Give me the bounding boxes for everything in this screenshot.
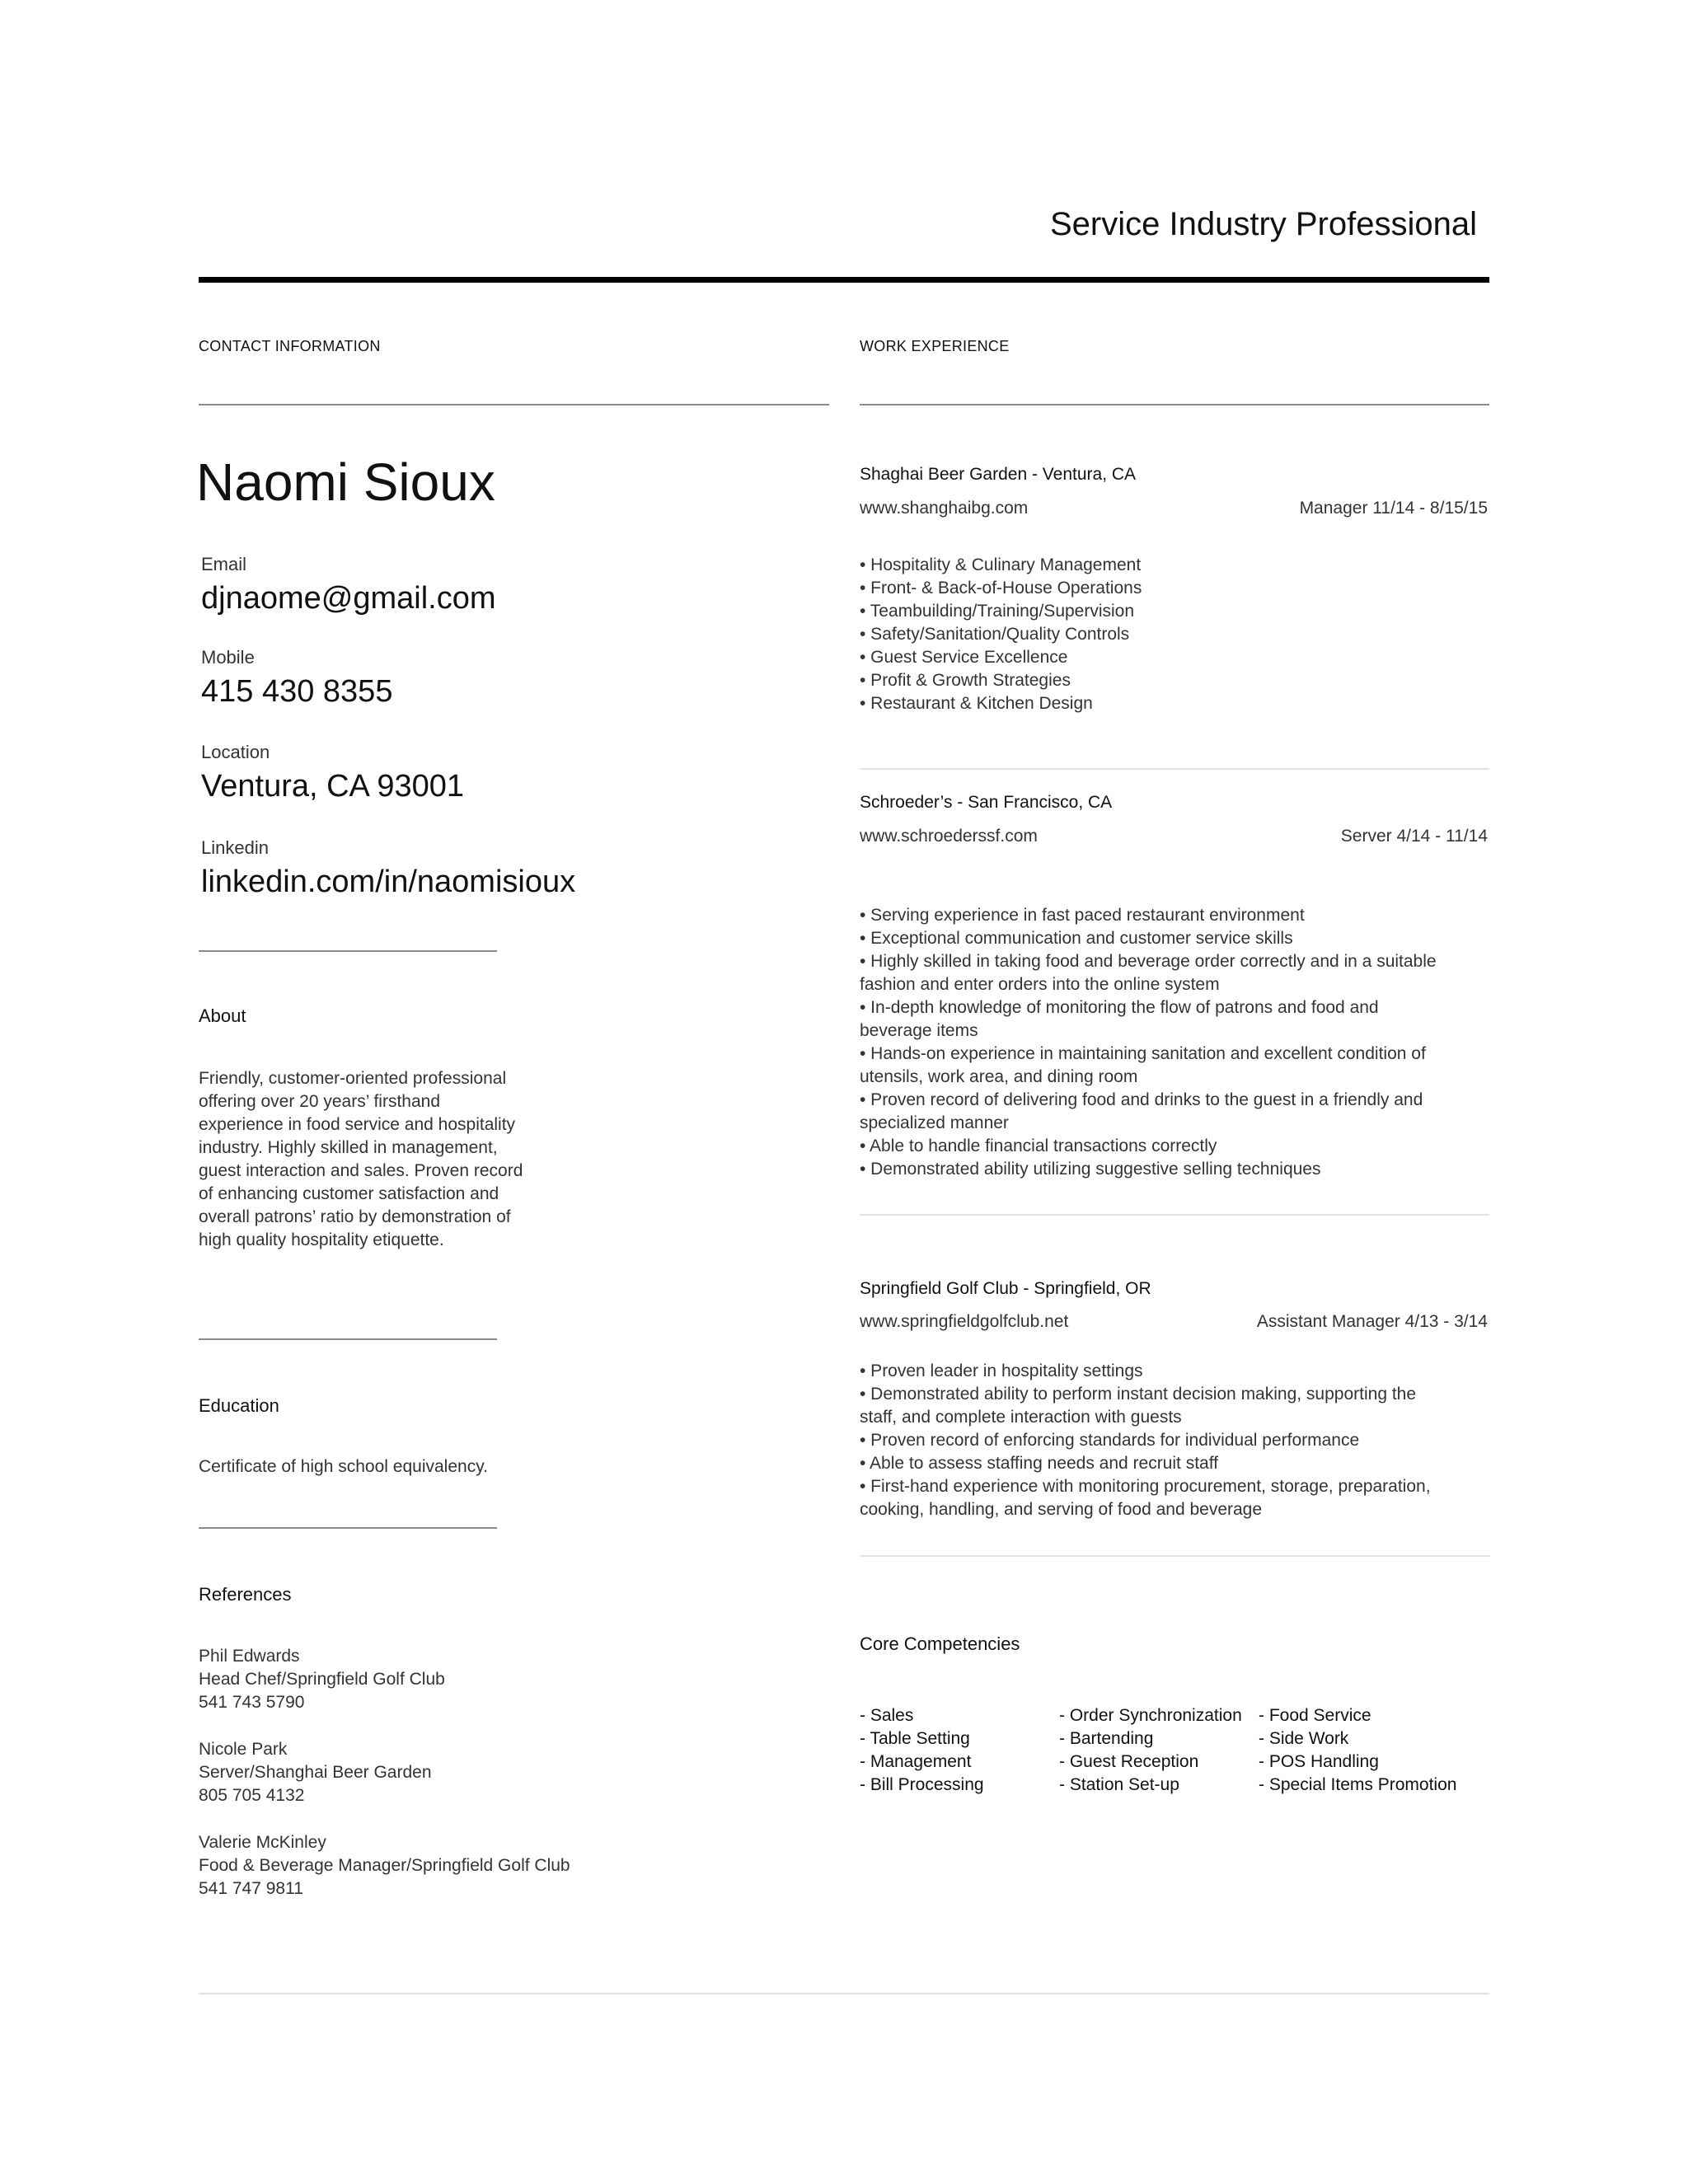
about-line: high quality hospitality etiquette. — [199, 1230, 444, 1249]
list-item: cooking, handling, and serving of food and beverage — [860, 1500, 1263, 1519]
job-role-dates: Server 4/14 - 11/14 — [1340, 827, 1488, 846]
competency-item: - Bartending — [1059, 1729, 1154, 1748]
references-heading: References — [199, 1584, 292, 1605]
email-value[interactable]: djnaome@gmail.com — [201, 581, 496, 616]
list-item: • Safety/Sanitation/Quality Controls — [860, 625, 1130, 644]
location-label: Location — [201, 742, 270, 762]
list-item: • Guest Service Excellence — [860, 648, 1068, 667]
competency-item: - Bill Processing — [860, 1775, 984, 1794]
competency-item: - Food Service — [1259, 1706, 1372, 1725]
reference-phone: 541 747 9811 — [199, 1879, 303, 1898]
job-role-dates: Manager 11/14 - 8/15/15 — [1299, 499, 1488, 518]
job-divider — [860, 768, 1489, 770]
list-item: • Able to handle financial transactions correctly — [860, 1137, 1217, 1155]
references-divider — [199, 1527, 497, 1529]
job-title: Schroeder’s - San Francisco, CA — [860, 793, 1113, 812]
competency-item: - Guest Reception — [1059, 1752, 1199, 1771]
list-item: • Able to assess staffing needs and recruit staff — [860, 1454, 1219, 1473]
competency-item: - Station Set-up — [1059, 1775, 1179, 1794]
job-website[interactable]: www.springfieldgolfclub.net — [860, 1312, 1069, 1331]
reference-item — [199, 1645, 445, 1714]
location-value: Ventura, CA 93001 — [201, 769, 465, 804]
reference-role: Server/Shanghai Beer Garden — [199, 1763, 432, 1782]
list-item: fashion and enter orders into the online system — [860, 975, 1220, 994]
about-line: offering over 20 years’ firsthand — [199, 1092, 440, 1111]
competencies-column — [1059, 1704, 1242, 1797]
linkedin-label: Linkedin — [201, 837, 269, 858]
reference-role: Food & Beverage Manager/Springfield Golf Club — [199, 1856, 570, 1875]
list-item: • Front- & Back-of-House Operations — [860, 579, 1142, 598]
list-item: • Proven record of delivering food and drinks to the guest in a friendly and — [860, 1090, 1423, 1109]
list-item: • Demonstrated ability utilizing suggestive selling techniques — [860, 1160, 1321, 1179]
education-heading: Education — [199, 1395, 279, 1416]
competency-item: - POS Handling — [1259, 1752, 1379, 1771]
list-item: staff, and complete interaction with guests — [860, 1408, 1182, 1427]
job-divider — [860, 1214, 1489, 1216]
job-title: Springfield Golf Club - Springfield, OR — [860, 1279, 1151, 1298]
reference-role: Head Chef/Springfield Golf Club — [199, 1670, 445, 1689]
contact-section-label: CONTACT INFORMATION — [199, 338, 381, 354]
reference-phone: 541 743 5790 — [199, 1693, 305, 1712]
competencies-column — [860, 1704, 984, 1797]
competency-item: - Table Setting — [860, 1729, 970, 1748]
footer-divider — [199, 1993, 1489, 1994]
job-bullets — [860, 1360, 1494, 1521]
job-website[interactable]: www.shanghaibg.com — [860, 499, 1029, 518]
about-divider — [199, 950, 497, 952]
about-line: industry. Highly skilled in management, — [199, 1138, 498, 1157]
reference-name: Nicole Park — [199, 1740, 288, 1759]
reference-item — [199, 1831, 570, 1900]
contact-divider — [199, 404, 829, 405]
list-item: • First-hand experience with monitoring procurement, storage, preparation, — [860, 1477, 1431, 1496]
about-text — [199, 1067, 553, 1252]
competencies-heading: Core Competencies — [860, 1633, 1020, 1654]
competency-item: - Management — [860, 1752, 972, 1771]
job-title: Shaghai Beer Garden - Ventura, CA — [860, 465, 1137, 484]
list-item: beverage items — [860, 1021, 978, 1040]
education-divider — [199, 1338, 497, 1340]
reference-name: Phil Edwards — [199, 1647, 300, 1666]
header-divider — [199, 277, 1489, 283]
about-line: overall patrons’ ratio by demonstration of — [199, 1207, 511, 1226]
list-item: utensils, work area, and dining room — [860, 1067, 1138, 1086]
work-divider — [860, 404, 1489, 405]
mobile-value: 415 430 8355 — [201, 674, 393, 709]
about-heading: About — [199, 1005, 246, 1026]
job-bullets — [860, 554, 1494, 715]
job-website[interactable]: www.schroederssf.com — [860, 827, 1038, 846]
about-line: guest interaction and sales. Proven record — [199, 1161, 523, 1180]
work-section-label: WORK EXPERIENCE — [860, 338, 1010, 354]
competency-item: - Special Items Promotion — [1259, 1775, 1457, 1794]
list-item: • Hospitality & Culinary Management — [860, 555, 1142, 574]
linkedin-value[interactable]: linkedin.com/in/naomisioux — [201, 865, 576, 899]
job-role-dates: Assistant Manager 4/13 - 3/14 — [1256, 1312, 1488, 1331]
about-line: experience in food service and hospitality — [199, 1115, 516, 1134]
reference-phone: 805 705 4132 — [199, 1786, 305, 1805]
competency-item: - Side Work — [1259, 1729, 1349, 1748]
job-divider — [860, 1555, 1489, 1557]
competencies-column — [1259, 1704, 1456, 1797]
about-line: of enhancing customer satisfaction and — [199, 1184, 499, 1203]
list-item: • Exceptional communication and customer service skills — [860, 929, 1293, 948]
list-item: • Proven leader in hospitality settings — [860, 1361, 1143, 1380]
competency-item: - Sales — [860, 1706, 914, 1725]
list-item: • Demonstrated ability to perform instant decision making, supporting the — [860, 1385, 1417, 1404]
list-item: • Profit & Growth Strategies — [860, 671, 1071, 690]
reference-item — [199, 1738, 432, 1807]
reference-name: Valerie McKinley — [199, 1833, 326, 1852]
list-item: • Highly skilled in taking food and beverage order correctly and in a suitable — [860, 952, 1437, 971]
list-item: • Teambuilding/Training/Supervision — [860, 602, 1135, 621]
list-item: • Hands-on experience in maintaining sanitation and excellent condition of — [860, 1044, 1426, 1063]
list-item: specialized manner — [860, 1113, 1009, 1132]
list-item: • Proven record of enforcing standards for individual performance — [860, 1431, 1360, 1450]
candidate-name: Naomi Sioux — [196, 452, 495, 512]
list-item: • Serving experience in fast paced restaurant environment — [860, 906, 1305, 925]
email-label: Email — [201, 554, 247, 574]
resume-headline: Service Industry Professional — [1049, 206, 1477, 242]
about-line: Friendly, customer-oriented professional — [199, 1069, 507, 1088]
competency-item: - Order Synchronization — [1059, 1706, 1242, 1725]
list-item: • Restaurant & Kitchen Design — [860, 694, 1093, 713]
mobile-label: Mobile — [201, 647, 255, 668]
education-text: Certificate of high school equivalency. — [199, 1457, 488, 1476]
list-item: • In-depth knowledge of monitoring the flow of patrons and food and — [860, 998, 1379, 1017]
job-bullets — [860, 904, 1494, 1181]
